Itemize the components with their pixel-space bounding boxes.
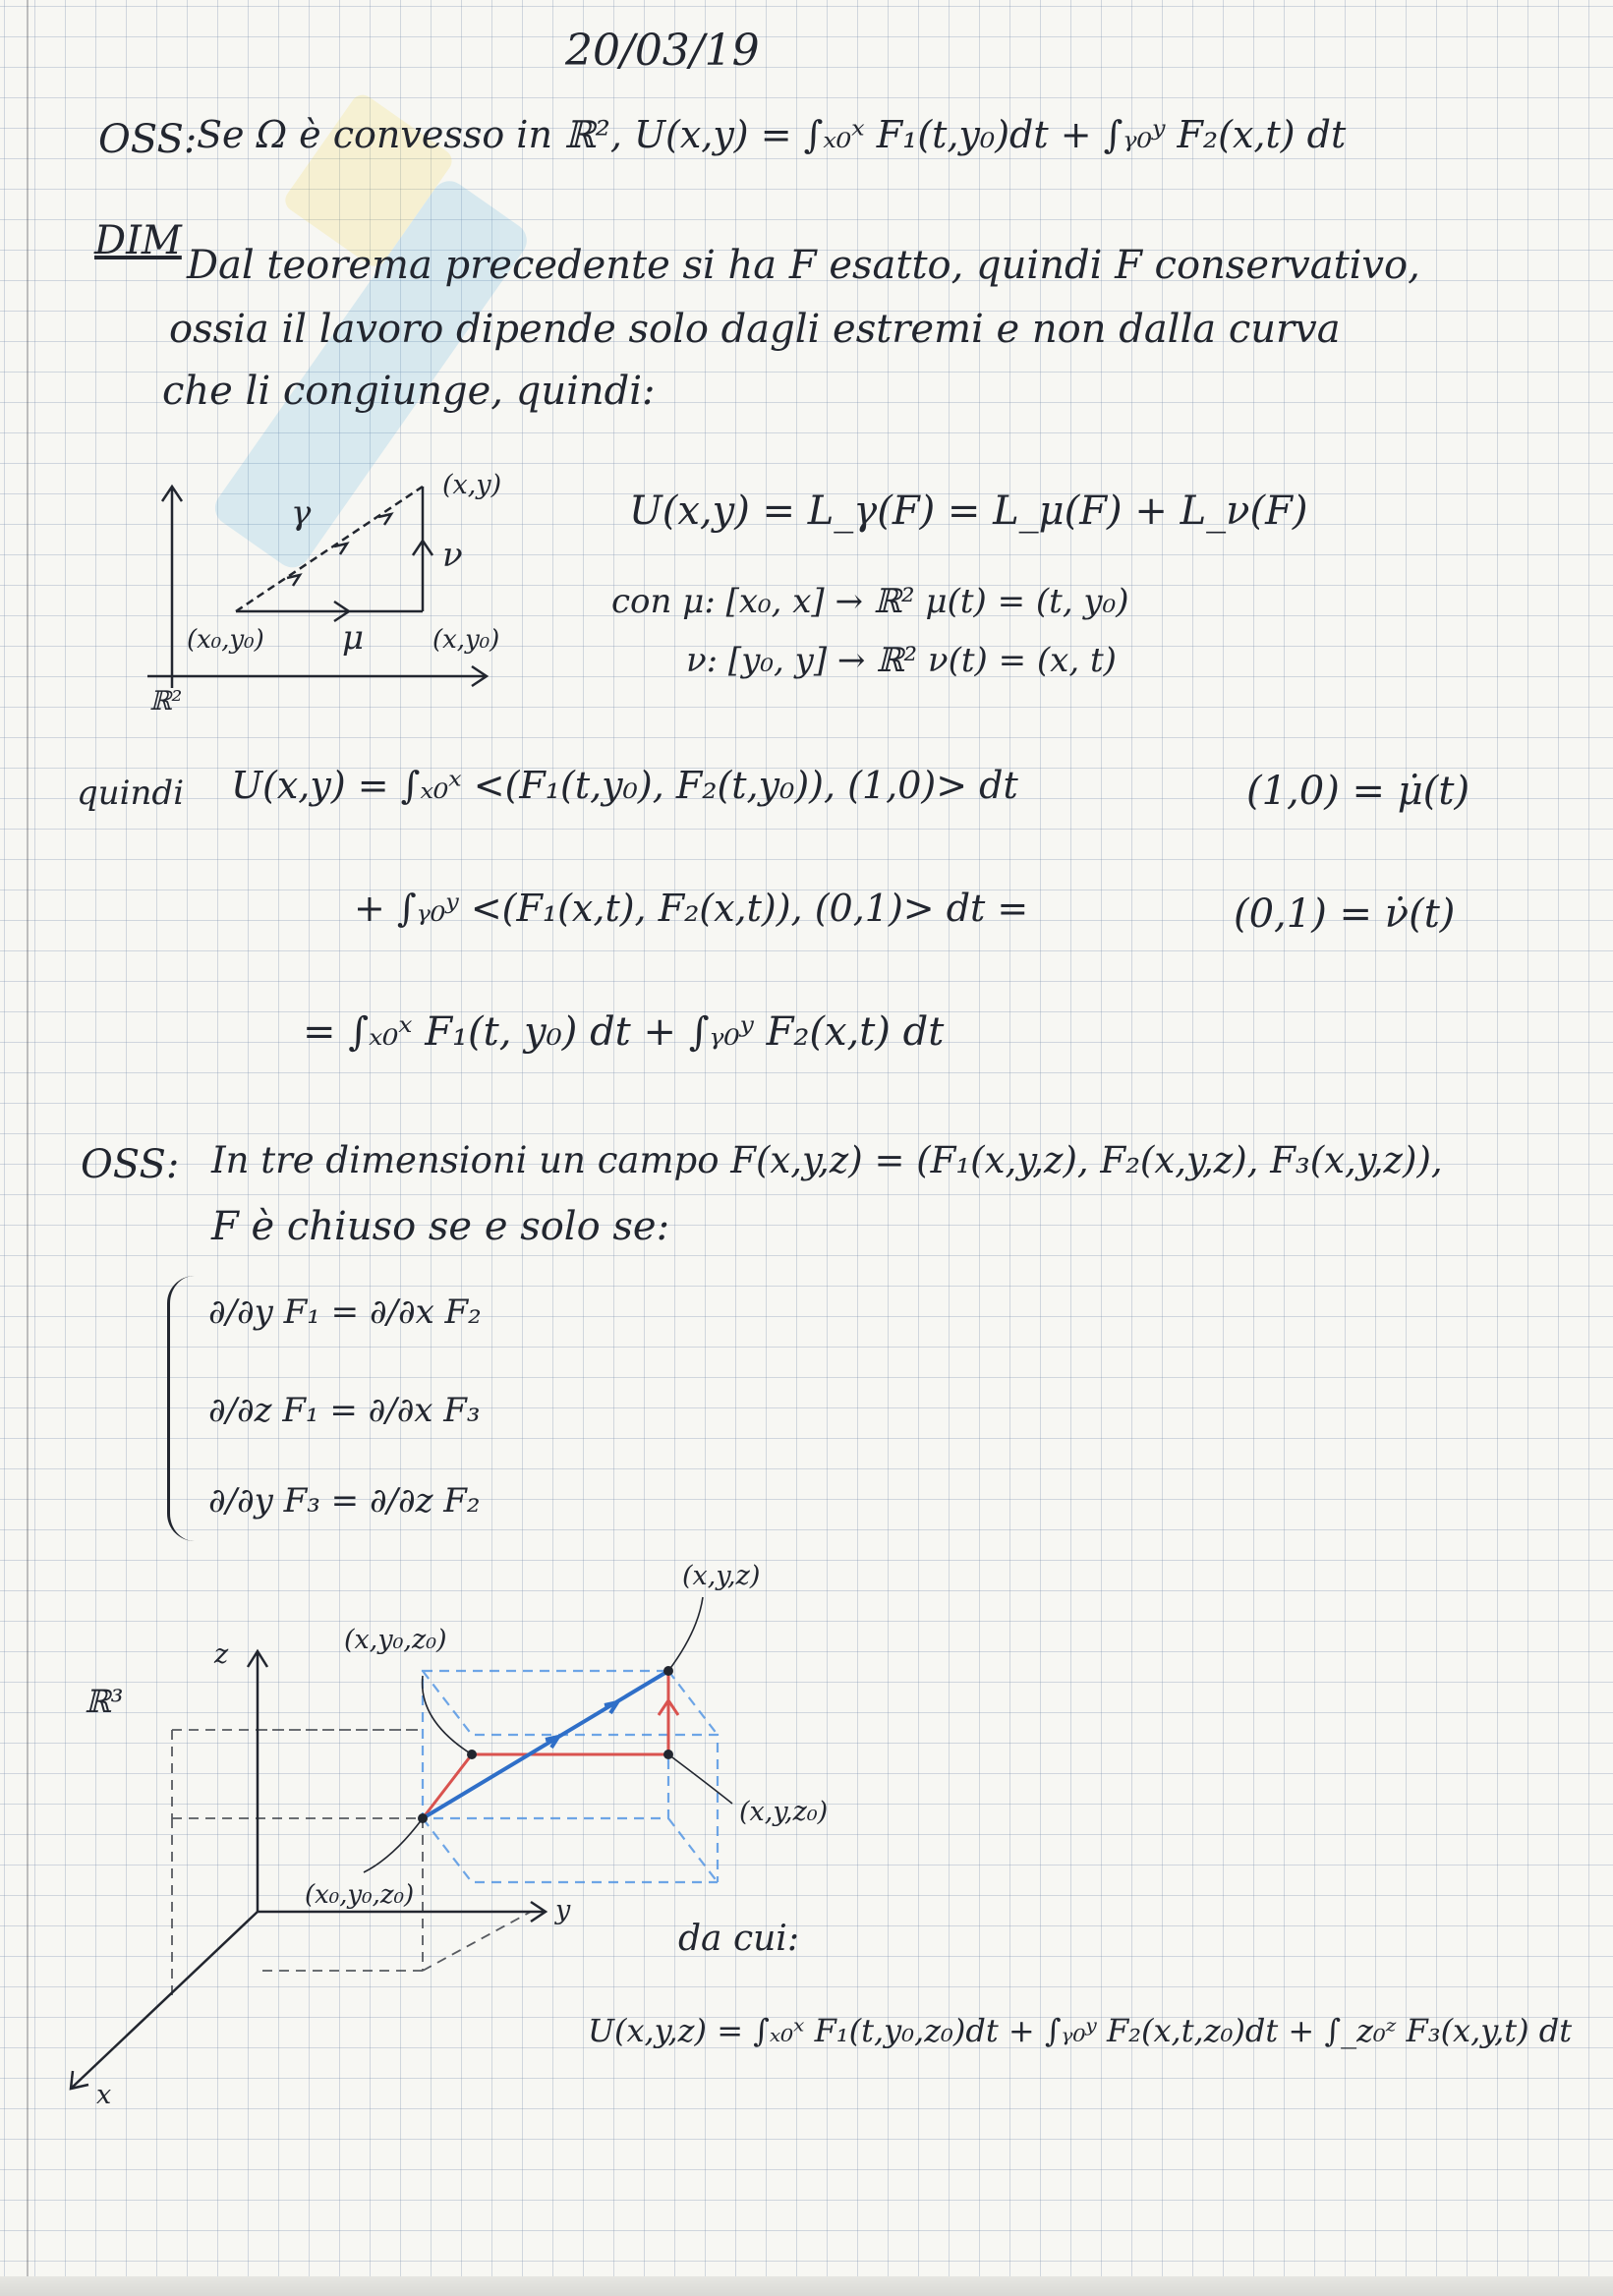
box-blue-dashed (423, 1671, 718, 1882)
oss2-tag: OSS: (81, 1142, 180, 1187)
oss-tag: OSS: (98, 117, 198, 162)
point-xyz-label: (x,y,z) (682, 1561, 761, 1591)
oss2-line-1: In tre dimensioni un campo F(x,y,z) = (F₁(x,y,z), F₂(x,y,z), F₃(x,y,z)), (211, 1139, 1443, 1181)
eq-mu-def: con μ: [x₀, x] → ℝ² μ(t) = (t, y₀) (611, 582, 1129, 621)
page-date: 20/03/19 (565, 26, 760, 76)
point-xy0-label: (x,y₀) (432, 625, 500, 655)
eq-u-line-2: + ∫ᵧ₀ʸ <(F₁(x,t), F₂(x,t)), (0,1)> dt = (354, 887, 1029, 930)
closure-eq-3: ∂/∂y F₃ = ∂/∂z F₂ (208, 1481, 481, 1521)
quindi-label: quindi (77, 774, 185, 813)
point-xy-label: (x,y) (442, 470, 502, 500)
path-blue (423, 1671, 668, 1818)
axis-x-3d (71, 1912, 258, 2089)
final-formula: U(x,y,z) = ∫ₓ₀ˣ F₁(t,y₀,z₀)dt + ∫ᵧ₀ʸ F₂(x,t,z₀)dt + ∫_z₀ᶻ F₃(x,y,t) dt (588, 2012, 1573, 2049)
oss1-statement: Se Ω è convesso in ℝ², U(x,y) = ∫ₓ₀ˣ F₁(t,y₀)dt + ∫ᵧ₀ʸ F₂(x,t) dt (197, 113, 1347, 156)
point-x0y0-label: (x₀,y₀) (187, 625, 264, 655)
axis-x-label: x (96, 2080, 112, 2110)
axis-z-label: z (214, 1639, 229, 1670)
point-x0y0z0-label: (x₀,y₀,z₀) (305, 1880, 415, 1910)
space-r2-label: ℝ² (149, 686, 183, 717)
point-xy0z0-label: (x,y₀,z₀) (344, 1625, 447, 1655)
eq-u-note-2: (0,1) = ν̇(t) (1234, 891, 1456, 937)
dim-line-3: che li congiunge, quindi: (162, 369, 656, 414)
closure-eq-1: ∂/∂y F₁ = ∂/∂x F₂ (208, 1292, 482, 1332)
page-bottom-edge (0, 2276, 1613, 2296)
closure-eq-2: ∂/∂z F₁ = ∂/∂x F₃ (208, 1391, 481, 1430)
eq-nu-def: ν: [y₀, y] → ℝ² ν(t) = (x, t) (686, 641, 1117, 680)
dim-line-1: Dal teorema precedente si ha F esatto, quindi F conservativo, (187, 243, 1420, 288)
gamma-label: γ (291, 493, 312, 533)
eq-u-line-3: = ∫ₓ₀ˣ F₁(t, y₀) dt + ∫ᵧ₀ʸ F₂(x,t) dt (303, 1009, 945, 1055)
nu-label: ν (442, 536, 463, 575)
space-r3-label: ℝ³ (85, 1683, 124, 1720)
eq-u-note-1: (1,0) = μ̇(t) (1246, 769, 1470, 814)
eq-u-line-1: U(x,y) = ∫ₓ₀ˣ <(F₁(t,y₀), F₂(t,y₀)), (1,0)> dt (231, 764, 1018, 807)
da-cui-label: da cui: (678, 1919, 799, 1959)
mu-label: μ (342, 618, 365, 658)
dim-line-2: ossia il lavoro dipende solo dagli estremi e non dalla curva (169, 307, 1341, 352)
point-xyz0-label: (x,y,z₀) (739, 1797, 829, 1827)
dim-tag: DIM (94, 218, 182, 263)
axis-y-label: y (555, 1895, 571, 1925)
axis-z-3d (248, 1651, 267, 1912)
oss2-line-2: F è chiuso se e solo se: (211, 1204, 670, 1249)
eq-work: U(x,y) = L_γ(F) = L_μ(F) + L_ν(F) (629, 488, 1308, 534)
